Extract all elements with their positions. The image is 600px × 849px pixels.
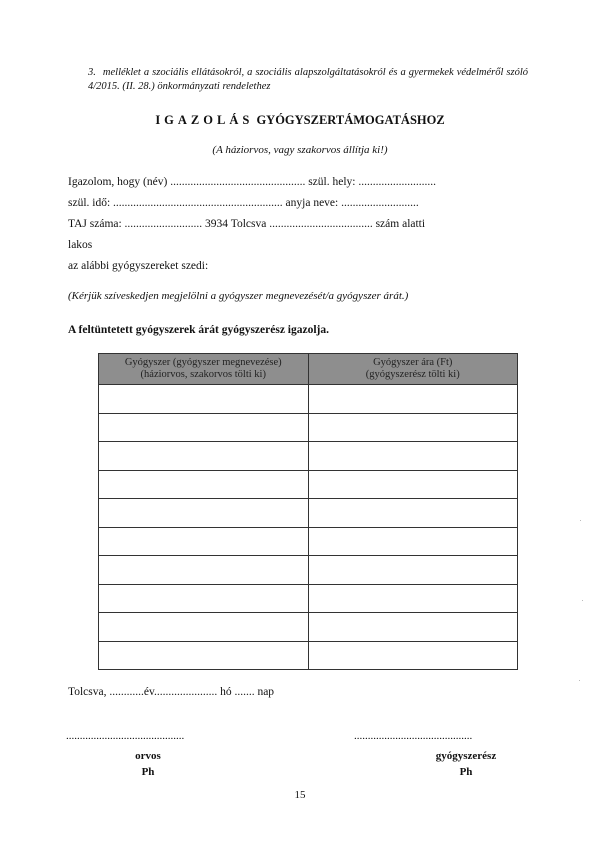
pharmacist-signature-line: ........................................... xyxy=(354,730,473,742)
form-line-medicines: az alábbi gyógyszereket szedi: xyxy=(68,260,209,272)
table-row xyxy=(99,584,518,613)
medicine-cell[interactable] xyxy=(99,584,309,613)
price-cell[interactable] xyxy=(308,613,518,642)
price-cell[interactable] xyxy=(308,527,518,556)
table-row xyxy=(99,413,518,442)
table-row xyxy=(99,385,518,414)
price-cell[interactable] xyxy=(308,556,518,585)
price-cell[interactable] xyxy=(308,442,518,471)
price-cell[interactable] xyxy=(308,641,518,670)
price-cell[interactable] xyxy=(308,470,518,499)
column-header-price xyxy=(308,354,518,385)
medicine-cell[interactable] xyxy=(99,499,309,528)
table-row xyxy=(99,470,518,499)
price-cell[interactable] xyxy=(308,413,518,442)
medicine-cell[interactable] xyxy=(99,413,309,442)
medicine-cell[interactable] xyxy=(99,442,309,471)
header-annex-text xyxy=(88,66,528,94)
medicine-cell[interactable] xyxy=(99,641,309,670)
title-spaced-word: IGAZOLÁS xyxy=(155,113,254,127)
page-title xyxy=(0,113,600,128)
table-row xyxy=(99,613,518,642)
annex-description: melléklet a szociális ellátásokról, a szociális alapszolgáltatásokról és a gyermekek védelméről szóló 4/2015. (II. 28.) önkormányzati rendelethez xyxy=(88,67,528,92)
table-header-row xyxy=(99,354,518,385)
medicine-cell[interactable] xyxy=(99,556,309,585)
doctor-signature-line: ........................................... xyxy=(66,730,185,742)
form-line-birth: szül. idő: ........................................................... anyja neve: ........................... xyxy=(68,197,419,209)
medicine-cell[interactable] xyxy=(99,470,309,499)
price-cell[interactable] xyxy=(308,385,518,414)
pharmacist-note: A feltüntetett gyógyszerek árát gyógyszerész igazolja. xyxy=(68,324,330,336)
form-line-lakos: lakos xyxy=(68,239,93,251)
column-header-medicine-note: (háziorvos, szakorvos tölti ki) xyxy=(140,369,266,380)
scan-artifact xyxy=(582,600,583,601)
annex-number: 3. xyxy=(88,67,96,78)
page-subtitle: (A háziorvos, vagy szakorvos állítja ki!) xyxy=(212,144,388,156)
medicine-cell[interactable] xyxy=(99,385,309,414)
page-number: 15 xyxy=(294,789,306,801)
table-row xyxy=(99,527,518,556)
table-row xyxy=(99,556,518,585)
table-row xyxy=(99,641,518,670)
table-body xyxy=(99,385,518,670)
doctor-label: orvos xyxy=(135,750,161,762)
column-header-price-note: (gyógyszerész tölti ki) xyxy=(365,369,460,380)
doctor-stamp-label: Ph xyxy=(141,766,155,778)
column-header-medicine xyxy=(99,354,309,385)
pharmacist-label: gyógyszerész xyxy=(435,750,497,762)
scan-artifact xyxy=(579,680,580,681)
column-header-medicine-title: Gyógyszer (gyógyszer megnevezése) xyxy=(124,357,282,368)
instruction-text: (Kérjük szíveskedjen megjelölni a gyógyszer megnevezését/a gyógyszer árát.) xyxy=(68,290,409,302)
form-line-name: Igazolom, hogy (név) ............................................... szül. hely: ........................... xyxy=(68,176,436,188)
pharmacist-stamp-label: Ph xyxy=(459,766,473,778)
medicine-cell[interactable] xyxy=(99,613,309,642)
scan-artifact xyxy=(580,520,581,521)
date-line: Tolcsva, ............év...................... hó ....... nap xyxy=(68,686,275,698)
medicine-cell[interactable] xyxy=(99,527,309,556)
table-row xyxy=(99,499,518,528)
price-cell[interactable] xyxy=(308,584,518,613)
table-row xyxy=(99,442,518,471)
medication-table xyxy=(98,353,518,670)
form-line-taj: TAJ száma: ........................... 3934 Tolcsva .................................... szám alatti xyxy=(68,218,426,230)
column-header-price-title: Gyógyszer ára (Ft) xyxy=(373,357,453,368)
title-rest: GYÓGYSZERTÁMOGATÁSHOZ xyxy=(256,113,445,127)
price-cell[interactable] xyxy=(308,499,518,528)
